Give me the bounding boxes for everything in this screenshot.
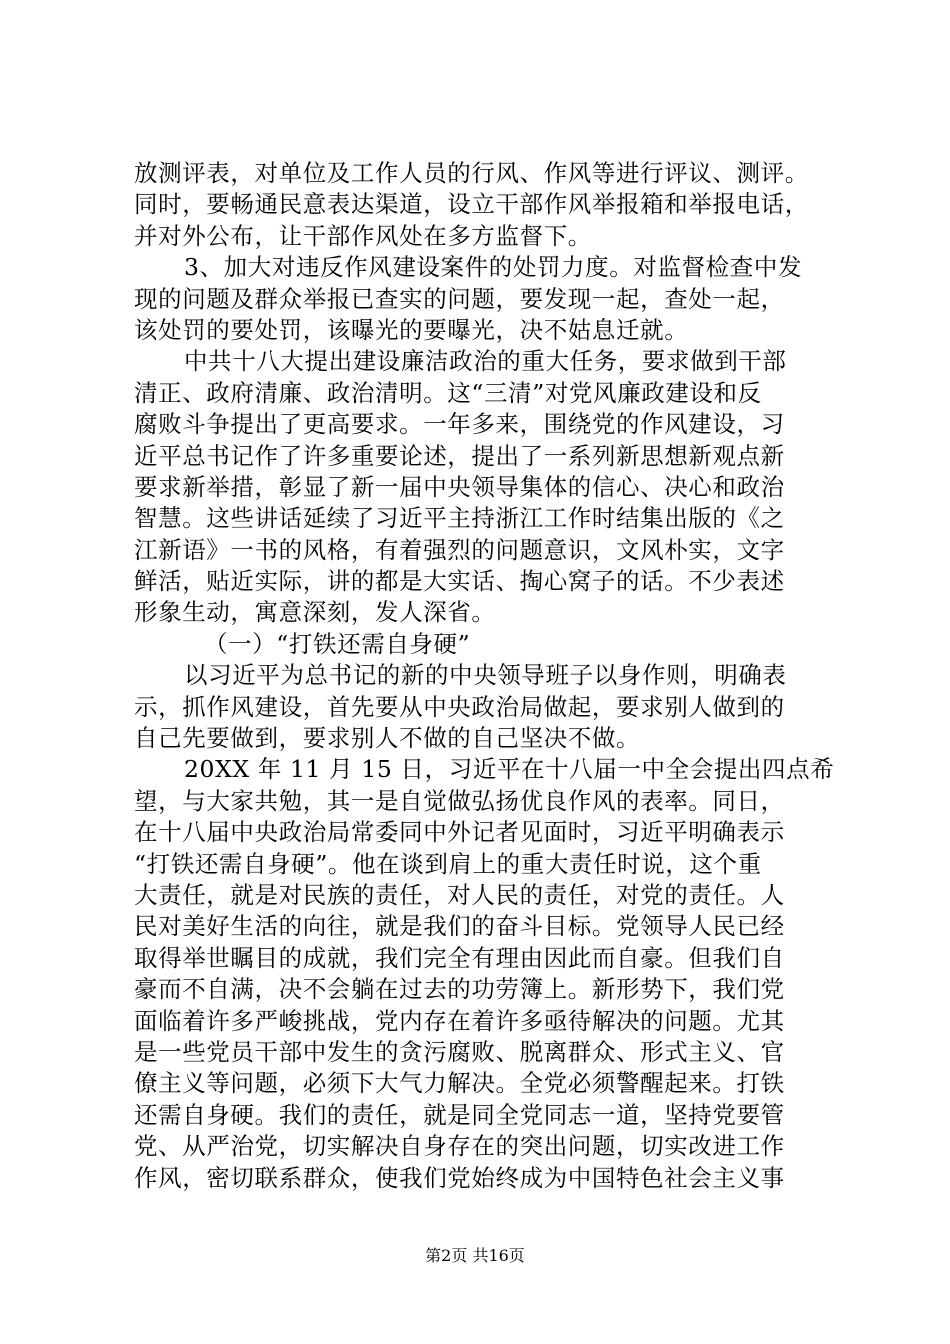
text-line: 要求新举措，彰显了新一届中央领导集体的信心、决心和政治 xyxy=(134,472,785,501)
text-line: 现的问题及群众举报已查实的问题，要发现一起，查处一起， xyxy=(134,284,785,313)
text-line: 3、加大对违反作风建设案件的处罚力度。对监督检查中发 xyxy=(184,253,803,282)
text-line: 同时，要畅通民意表达渠道，设立干部作风举报箱和举报电话， xyxy=(134,190,809,219)
text-line: 中共十八大提出建设廉洁政治的重大任务，要求做到干部 xyxy=(184,347,787,376)
text-line: 民对美好生活的向往，就是我们的奋斗目标。党领导人民已经 xyxy=(134,912,785,941)
text-line: 作风，密切联系群众，使我们党始终成为中国特色社会主义事 xyxy=(134,1163,785,1192)
text-line: 在十八届中央政治局常委同中外记者见面时，习近平明确表示 xyxy=(134,818,785,847)
text-line: 豪而不自满，决不会躺在过去的功劳簿上。新形势下，我们党 xyxy=(134,975,785,1004)
text-line: 望，与大家共勉，其一是自觉做弘扬优良作风的表率。同日， xyxy=(134,786,785,815)
text-line: 放测评表，对单位及工作人员的行风、作风等进行评议、测评。 xyxy=(134,159,809,187)
page-footer: 第2页 共16页 xyxy=(425,1246,525,1265)
text-line: 近平总书记作了许多重要论述，提出了一系列新思想新观点新 xyxy=(134,441,785,470)
text-line: 鲜活，贴近实际，讲的都是大实话、掏心窝子的话。不少表述 xyxy=(134,567,785,596)
text-line: 面临着许多严峻挑战，党内存在着许多亟待解决的问题。尤其 xyxy=(134,1006,785,1035)
text-line: 20XX 年 11 月 15 日，习近平在十八届一中全会提出四点希 xyxy=(184,755,835,784)
text-line: 党、从严治党，切实解决自身存在的突出问题，切实改进工作 xyxy=(134,1132,785,1161)
text-line: 并对外公布，让干部作风处在多方监督下。 xyxy=(134,221,592,250)
text-line: 该处罚的要处罚，该曝光的要曝光，决不姑息迁就。 xyxy=(134,315,689,344)
text-line: 以习近平为总书记的新的中央领导班子以身作则，明确表 xyxy=(184,661,787,690)
section-heading: （一）“打铁还需自身硬” xyxy=(204,629,471,658)
text-line: 自己先要做到，要求别人不做的自己坚决不做。 xyxy=(134,724,641,753)
text-line: 僚主义等问题，必须下大气力解决。全党必须警醒起来。打铁 xyxy=(134,1069,785,1098)
text-line: 腐败斗争提出了更高要求。一年多来，围绕党的作风建设，习 xyxy=(134,410,785,439)
text-line: 还需自身硬。我们的责任，就是同全党同志一道，坚持党要管 xyxy=(134,1100,785,1129)
text-line: 示，抓作风建设，首先要从中央政治局做起，要求别人做到的 xyxy=(134,692,785,721)
text-line: 江新语》一书的风格，有着强烈的问题意识，文风朴实，文字 xyxy=(134,535,785,564)
text-line: 大责任，就是对民族的责任，对人民的责任，对党的责任。人 xyxy=(134,880,785,909)
text-line: 智慧。这些讲话延续了习近平主持浙江工作时结集出版的《之 xyxy=(134,504,785,533)
text-line: “打铁还需自身硬”。他在谈到肩上的重大责任时说，这个重 xyxy=(134,849,762,878)
text-line: 取得举世瞩目的成就，我们完全有理由因此而自豪。但我们自 xyxy=(134,943,785,972)
text-line: 清正、政府清廉、政治清明。这“三清”对党风廉政建设和反 xyxy=(134,378,762,407)
text-line: 是一些党员干部中发生的贪污腐败、脱离群众、形式主义、官 xyxy=(134,1037,785,1066)
body-text xyxy=(134,158,834,1194)
text-line: 形象生动，寓意深刻，发人深省。 xyxy=(134,598,496,627)
